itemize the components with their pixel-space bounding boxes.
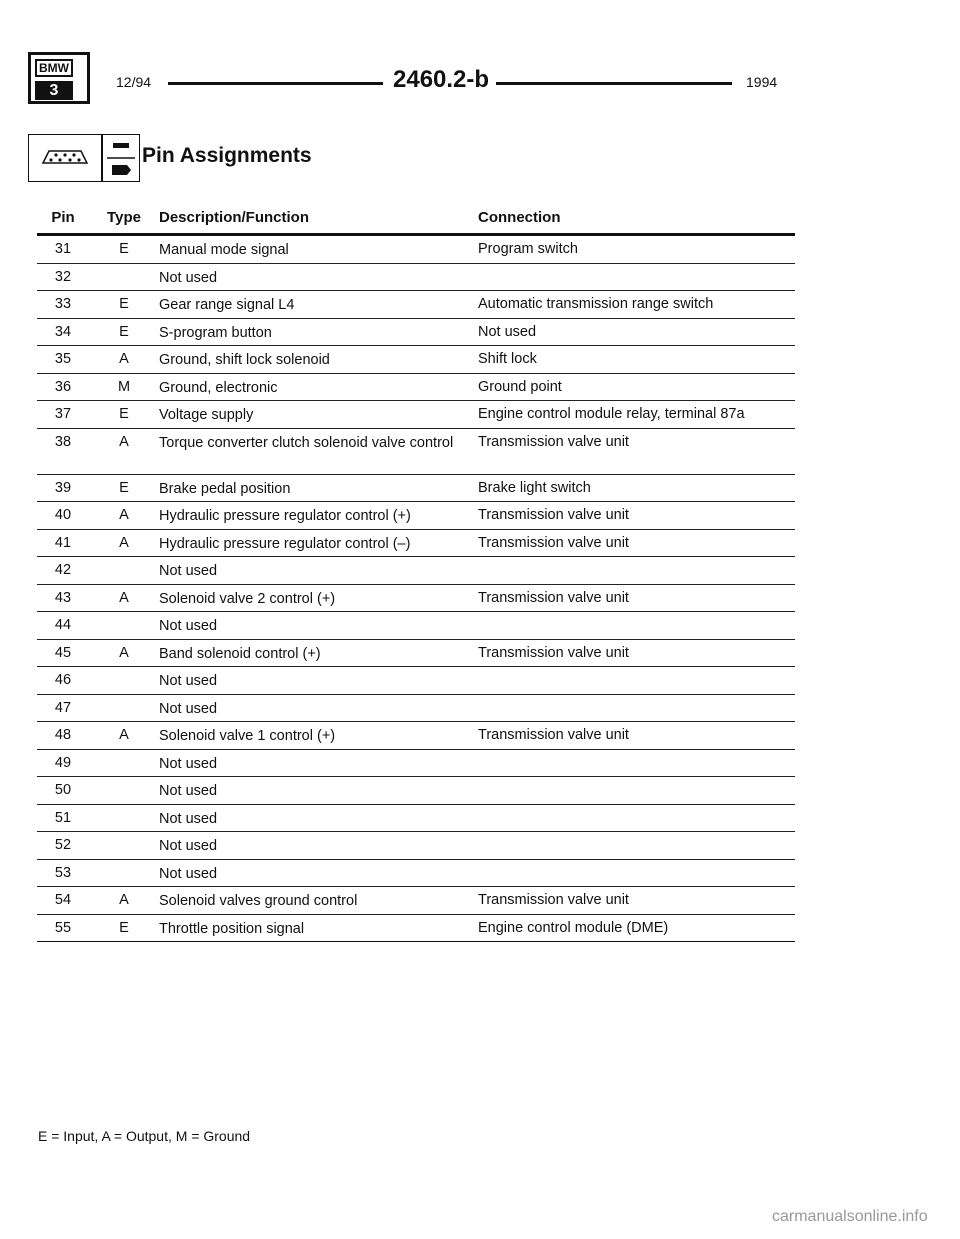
type-cell: E <box>119 406 129 422</box>
section-title: Pin Assignments <box>142 144 312 167</box>
header-year: 1994 <box>746 74 778 90</box>
pin-cell: 44 <box>54 617 72 633</box>
table-row <box>37 401 795 429</box>
pin-cell: 41 <box>54 534 72 551</box>
pin-cell: 33 <box>54 296 72 312</box>
table-row <box>37 805 795 833</box>
type-cell: E <box>119 479 129 496</box>
table-body <box>37 236 795 942</box>
description-cell: Band solenoid control (+) <box>159 645 321 662</box>
description-cell: Ground, shift lock solenoid <box>159 352 330 368</box>
description-cell: S-program button <box>159 324 272 341</box>
connector-icon <box>28 134 102 182</box>
connection-cell: Transmission valve unit <box>478 507 629 523</box>
header-rule-right <box>496 82 732 85</box>
type-cell: A <box>119 589 129 606</box>
col-header-connection: Connection <box>478 209 561 226</box>
description-cell: Not used <box>159 563 218 579</box>
type-cell: E <box>119 241 129 257</box>
pin-cell: 54 <box>54 892 72 908</box>
type-cell: M <box>117 378 131 395</box>
connection-cell: Engine control module relay, terminal 87a <box>478 406 745 422</box>
header-document-code: 2460.2-b <box>393 66 490 93</box>
description-cell: Not used <box>159 838 218 854</box>
description-cell: Solenoid valve 1 control (+) <box>159 728 336 744</box>
table-row <box>37 585 795 613</box>
pin-cell: 36 <box>54 378 72 395</box>
connection-cell: Transmission valve unit <box>478 534 629 551</box>
table-row <box>37 860 795 888</box>
table-row <box>37 530 795 558</box>
table-row <box>37 915 795 943</box>
connection-cell: Transmission valve unit <box>478 589 629 606</box>
type-legend: E = Input, A = Output, M = Ground <box>38 1128 251 1144</box>
pin-cell: 48 <box>54 727 72 743</box>
header-date: 12/94 <box>116 74 152 90</box>
header-rule-left <box>168 82 383 85</box>
table-row <box>37 667 795 695</box>
table-row <box>37 832 795 860</box>
description-cell: Not used <box>159 269 218 286</box>
pin-cell: 50 <box>54 782 72 798</box>
col-header-description: Description/Function <box>159 209 309 226</box>
pin-cell: 53 <box>54 864 72 881</box>
table-row <box>37 236 795 264</box>
connection-cell: Transmission valve unit <box>478 433 629 450</box>
table-row <box>37 346 795 374</box>
logo-model: 3 <box>35 81 73 100</box>
description-cell: Not used <box>159 700 218 717</box>
pin-cell: 45 <box>54 644 72 661</box>
pin-cell: 39 <box>54 479 72 496</box>
description-cell: Hydraulic pressure regulator control (+) <box>159 508 411 524</box>
bmw-3-series-logo <box>28 52 90 104</box>
type-cell: A <box>119 892 129 908</box>
type-cell: E <box>119 919 129 936</box>
table-row <box>37 612 795 640</box>
description-cell: Not used <box>159 783 218 799</box>
col-header-type: Type <box>107 209 141 226</box>
table-row <box>37 640 795 668</box>
watermark: carmanualsonline.info <box>772 1208 928 1225</box>
table-row <box>37 722 795 750</box>
table-row <box>37 429 795 475</box>
table-row <box>37 695 795 723</box>
pin-cell: 34 <box>54 323 72 340</box>
type-cell: E <box>119 296 129 312</box>
pin-cell: 52 <box>54 837 72 853</box>
type-cell: A <box>119 644 129 661</box>
pin-cell: 43 <box>54 589 72 606</box>
table-row <box>37 557 795 585</box>
table-row <box>37 264 795 292</box>
connection-cell: Not used <box>478 323 537 340</box>
table-row <box>37 374 795 402</box>
type-cell: A <box>119 507 129 523</box>
pin-cell: 31 <box>54 241 72 257</box>
type-cell: A <box>119 433 129 450</box>
pin-cell: 32 <box>54 268 72 285</box>
description-cell: Not used <box>159 755 218 772</box>
pin-cell: 38 <box>54 433 72 450</box>
pin-cell: 49 <box>54 754 72 771</box>
connection-cell: Ground point <box>478 378 562 395</box>
description-cell: Gear range signal L4 <box>159 297 295 313</box>
description-cell: Manual mode signal <box>159 242 289 258</box>
pin-cell: 47 <box>54 699 72 716</box>
description-cell: Not used <box>159 673 218 689</box>
pin-cell: 51 <box>54 809 72 826</box>
pin-assignments-table <box>37 205 795 942</box>
table-row <box>37 502 795 530</box>
description-cell: Solenoid valve 2 control (+) <box>159 590 336 607</box>
description-cell: Throttle position signal <box>159 920 305 937</box>
table-row <box>37 750 795 778</box>
col-header-pin: Pin <box>51 209 75 226</box>
connection-cell: Transmission valve unit <box>478 892 629 908</box>
pin-cell: 35 <box>54 351 72 367</box>
description-cell: Torque converter clutch solenoid valve control <box>159 434 454 451</box>
type-cell: E <box>119 323 129 340</box>
type-cell: A <box>119 534 129 551</box>
pin-ground-icon <box>102 134 140 182</box>
connection-cell: Shift lock <box>478 351 537 367</box>
table-row <box>37 291 795 319</box>
connection-cell: Transmission valve unit <box>478 727 629 743</box>
description-cell: Not used <box>159 618 218 634</box>
section-icons <box>28 134 140 182</box>
table-row <box>37 887 795 915</box>
connection-cell: Transmission valve unit <box>478 644 629 661</box>
description-cell: Brake pedal position <box>159 480 291 497</box>
connection-cell: Engine control module (DME) <box>478 919 669 936</box>
pin-cell: 37 <box>54 406 72 422</box>
page-header <box>28 52 788 108</box>
logo-brand: BMW <box>35 59 73 77</box>
description-cell: Ground, electronic <box>159 379 278 396</box>
pin-cell: 40 <box>54 507 72 523</box>
table-header <box>37 205 795 233</box>
pin-cell: 42 <box>54 562 72 578</box>
type-cell: A <box>119 727 129 743</box>
connection-cell: Automatic transmission range switch <box>478 296 714 312</box>
table-row <box>37 319 795 347</box>
description-cell: Not used <box>159 865 218 882</box>
description-cell: Hydraulic pressure regulator control (–) <box>159 535 411 552</box>
description-cell: Not used <box>159 810 218 827</box>
description-cell: Voltage supply <box>159 407 254 423</box>
connection-cell: Program switch <box>478 241 578 257</box>
pin-cell: 46 <box>54 672 72 688</box>
table-row <box>37 475 795 503</box>
type-cell: A <box>119 351 129 367</box>
pin-cell: 55 <box>54 919 72 936</box>
connection-cell: Brake light switch <box>478 479 591 496</box>
description-cell: Solenoid valves ground control <box>159 893 358 909</box>
table-row <box>37 777 795 805</box>
